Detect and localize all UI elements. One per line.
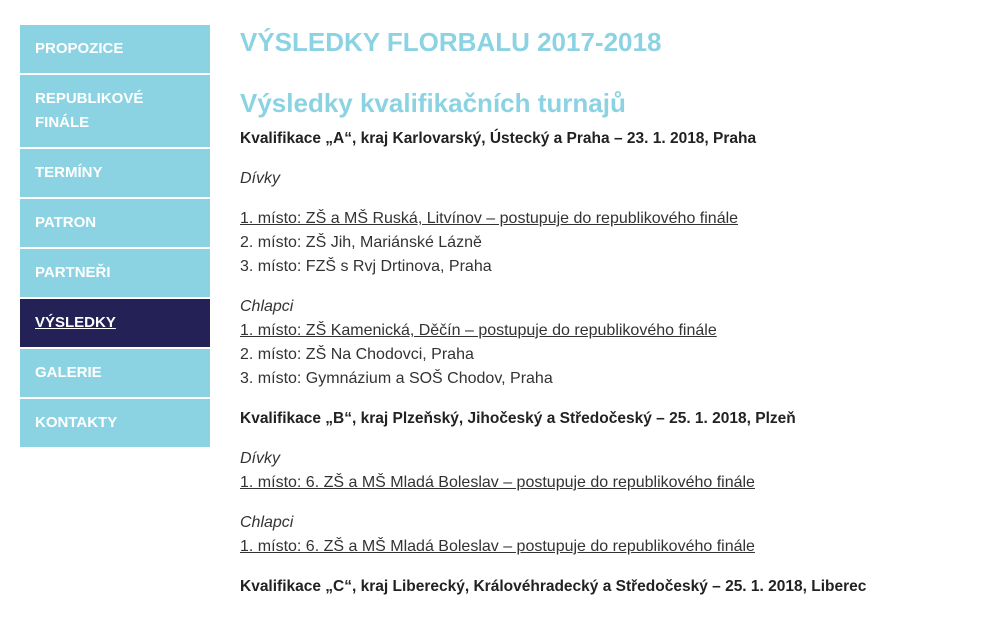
sidebar-item-terminy[interactable]: TERMÍNY: [20, 149, 210, 197]
result-link[interactable]: 1. místo: 6. ZŠ a MŠ Mladá Boleslav – postupuje do republikového finále: [240, 474, 755, 491]
sidebar-item-republikove-finale[interactable]: REPUBLIKOVÉ FINÁLE: [20, 75, 210, 147]
qualification-c-heading: Kvalifikace „C“, kraj Liberecký, Královéhradecký a Středočeský – 25. 1. 2018, Liberec: [240, 578, 867, 595]
qualification-b-divky-list: [240, 471, 980, 495]
result-link[interactable]: 1. místo: ZŠ a MŠ Ruská, Litvínov – postupuje do republikového finále: [240, 210, 739, 227]
page-title: VÝSLEDKY FLORBALU 2017-2018: [240, 27, 662, 57]
main-content: [240, 25, 980, 599]
qualification-a-divky-list: [240, 207, 980, 279]
qualification-b-chlapci-list: [240, 535, 980, 559]
qualification-a-chlapci-label: Chlapci: [240, 298, 294, 315]
sidebar-item-patron[interactable]: PATRON: [20, 199, 210, 247]
sidebar-item-partneri[interactable]: PARTNEŘI: [20, 249, 210, 297]
qualification-a-heading: Kvalifikace „A“, kraj Karlovarský, Ústecký a Praha – 23. 1. 2018, Praha: [240, 130, 757, 147]
result-text: 2. místo: ZŠ Jih, Mariánské Lázně: [240, 234, 482, 251]
qualification-a-divky-label: Dívky: [240, 170, 280, 187]
qualification-b-divky-label: Dívky: [240, 450, 280, 467]
qualification-b-heading: Kvalifikace „B“, kraj Plzeňský, Jihočeský a Středočeský – 25. 1. 2018, Plzeň: [240, 410, 796, 427]
sidebar-item-galerie[interactable]: GALERIE: [20, 349, 210, 397]
qualification-a-chlapci-list: [240, 319, 980, 391]
sidebar-nav: [20, 25, 210, 449]
section-title: Výsledky kvalifikačních turnajů: [240, 88, 626, 118]
result-link[interactable]: 1. místo: 6. ZŠ a MŠ Mladá Boleslav – postupuje do republikového finále: [240, 538, 755, 555]
qualification-b-chlapci-label: Chlapci: [240, 514, 294, 531]
sidebar-item-propozice[interactable]: PROPOZICE: [20, 25, 210, 73]
sidebar-item-vysledky[interactable]: VÝSLEDKY: [20, 299, 210, 347]
result-text: 3. místo: FZŠ s Rvj Drtinova, Praha: [240, 258, 492, 275]
result-link[interactable]: 1. místo: ZŠ Kamenická, Děčín – postupuje do republikového finále: [240, 322, 717, 339]
result-text: 3. místo: Gymnázium a SOŠ Chodov, Praha: [240, 370, 553, 387]
sidebar-item-kontakty[interactable]: KONTAKTY: [20, 399, 210, 447]
result-text: 2. místo: ZŠ Na Chodovci, Praha: [240, 346, 474, 363]
